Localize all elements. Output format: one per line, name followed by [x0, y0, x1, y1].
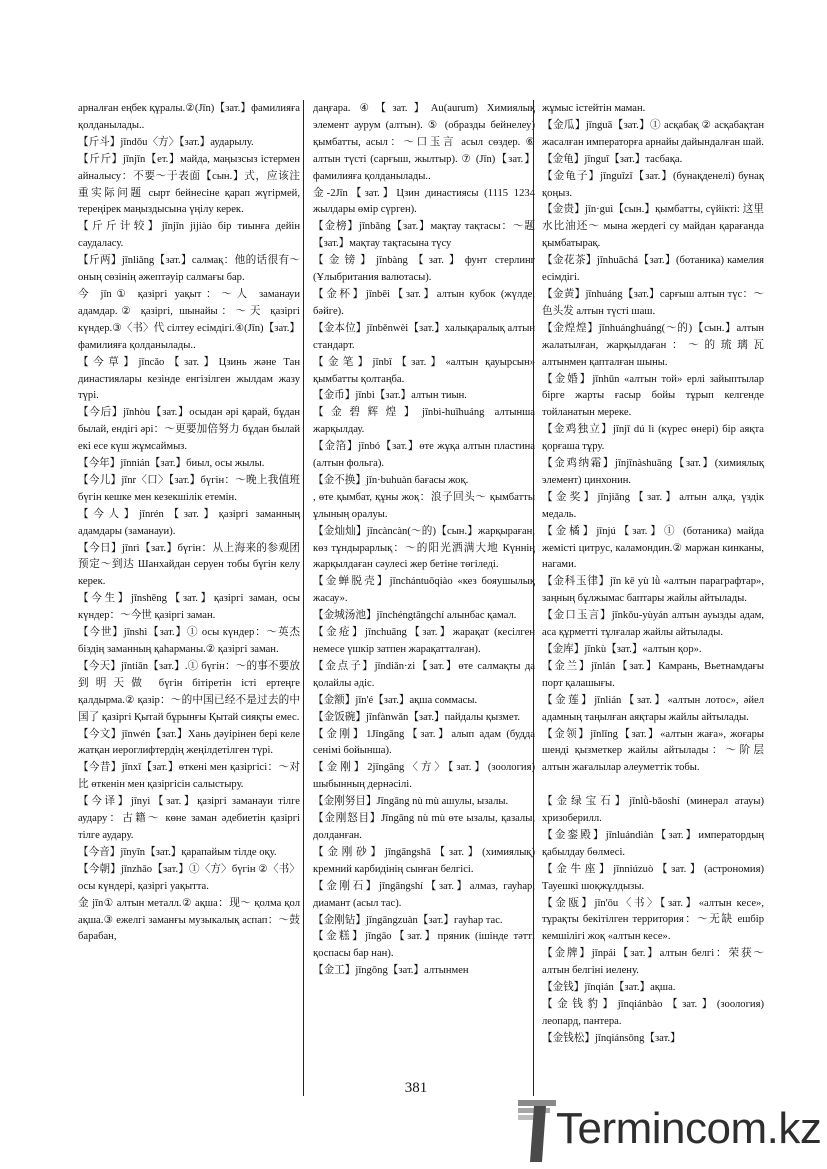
dictionary-entry: 【今音】jīnyīn【зат.】қарапайым тілде оқу.	[78, 846, 277, 858]
dictionary-entry: 【金刚怒目】Jīngāng nù mù өте ызалы, қазалы, долданған.	[313, 813, 535, 841]
dictionary-entry: 【金钱松】jīnqiánsōng【зат.】	[542, 1032, 681, 1044]
dictionary-entry: , өте қымбат, құны жоқ：浪子回头～ қымбатты ұлының оралуы.	[313, 491, 535, 520]
dictionary-entry: 【金点子】jīndiǎn·zi【зат.】өте салмақты да қолайлы әдіс.	[313, 660, 535, 689]
dictionary-entry: 【金碧辉煌】jīnbì-huīhuáng алтынша жарқылдау.	[313, 407, 535, 436]
dictionary-entry: 【斤两】jīnliǎng【зат.】салмақ：他的话很有～ оның сөзінің әжептәуір салмағы бар.	[78, 255, 300, 284]
dictionary-entry: 【金不换】jīn·buhuàn бағасы жоқ.	[313, 474, 469, 486]
dictionary-entry: 【今生】jīnshēng【зат.】қазіргі заман, осы күндер：～今世 қазіргі заман.	[78, 593, 300, 622]
dictionary-entry: 【金笔】jīnbǐ【зат.】«алтын қауырсын» қымбатты қолтаңба.	[313, 356, 535, 385]
dictionary-entry: 【今人】jīnrén【зат.】қазіргі заманның адамдары (заманауи).	[78, 508, 300, 537]
dictionary-entry: 【斤斤】jīnjīn【ет.】майда, маңызсыз істермен айналысу：不要～于表面【сын.】式，应该注重实际问题 сырт бейнесіне қарап жүгірмей, тереңірек маңыздысына үңілу керек.	[78, 153, 300, 216]
dictionary-column-1	[78, 101, 300, 946]
dictionary-entry: 【金库】jīnkù【зат.】«алтын қор».	[542, 644, 702, 655]
dictionary-entry: 【金本位】jīnběnwèi【зат.】халықаралық алтын стандарт.	[313, 322, 535, 351]
termincom-logo	[516, 1098, 822, 1168]
logo-text: Termincom.kz	[556, 1104, 822, 1153]
dictionary-entry: 【金额】jīn'é【зат.】ақша соммасы.	[313, 694, 478, 706]
dictionary-entry: 【金领】jīnlǐng【зат.】«алтын жаға», жоғары шенді қызметкер жайлы айтылады：～阶层 алтын жағалылар әлеуметтік тобы.	[542, 728, 764, 774]
dictionary-entry: 【金銮殿】jīnluándiàn【зат.】императордың қабылдау бөлмесі.	[542, 829, 764, 858]
dictionary-entry: 【今天】jīntiān【зат.】.① бүгін：～的事不要放到明天做 бүгін бітіретін істі ертеңге қалдырма.② қазір：～的中国已经不是过去的中国了 қазіргі Қытай бұрынғы Қытай сияқты емес.	[78, 660, 300, 723]
dictionary-entry: 【金莲】jīnlián【зат.】«алтын лотос», әйел адамның таңылған аяқтары жайлы айтылады.	[542, 694, 764, 723]
dictionary-entry: 【今草】jīncǎo【зат.】Цзинь және Тан династиялары кезінде енгізілген жылдам жазу түрі.	[78, 356, 300, 402]
dictionary-entry: 【今儿】jīnr〈口〉【зат.】бүгін：～晚上我值班 бүгін кешке мен кезекшілік етемін.	[78, 474, 300, 503]
dictionary-entry: 【金钱】jīnqián【зат.】ақша.	[542, 982, 676, 994]
dictionary-column-2	[313, 101, 535, 980]
dictionary-entry: 【今世】jīnshì【зат.】① осы күндер：～英杰 біздің заманның қаһарманы.② қазіргі заман.	[78, 627, 300, 655]
dictionary-entry: 【金刚砂】jīngāngshā【зат.】(химиялық) кремний карбидінің сынған белгісі.	[313, 846, 535, 875]
dictionary-entry: 【金口玉言】jīnkǒu-yùyán алтын ауызды адам, аса құрметті тұлғалар жайлы айтылады.	[542, 610, 764, 639]
dictionary-entry: 【金城汤池】jīnchéngtāngchí алынбас қамал.	[313, 610, 517, 622]
dictionary-entry: 【金牛座】jīnniúzuò【зат.】(астрономия) Тауешкі шоқжұлдызы.	[542, 863, 764, 892]
dictionary-entry: 【今年】jīnnián【зат.】биыл, осы жылы.	[78, 458, 265, 470]
dictionary-entry: 【金疮】jīnchuāng【зат.】жарақат (кесілген немесе үшкір затпен жарақатталған).	[313, 627, 535, 655]
dictionary-entry: 【金工】jīngōng【зат.】алтынмен	[313, 965, 469, 977]
dictionary-entry: 今 jīn① қазіргі уақыт：～人 заманауи адамдар.② қазіргі, шынайы：～天 қазіргі күндер.③〈书〉代 сілтеу есімдігі.④(Jīn)【зат.】фамилияға қолданылады..	[78, 288, 300, 351]
dictionary-entry: 【金榜】jīnbǎng【зат.】мақтау тақтасы：～题【зат.】мақтау тақтасына түсу	[313, 221, 535, 250]
dictionary-entry: 【金鸡纳霜】jīnjīnàshuāng【зат.】(химиялық элемент) цинхонин.	[542, 458, 764, 486]
dictionary-entry: 【金科玉律】jīn kē yù lǜ «алтын параграфтар», заңның бұлжымас баптары жайлы айтылады.	[542, 576, 764, 605]
column-divider	[303, 100, 304, 1096]
dictionary-entry: 【金刚】1Jīngāng【зат.】алып адам (будда сенімі бойынша).	[313, 728, 535, 757]
dictionary-entry: 【今后】jīnhòu【зат.】осыдан әрі қарай, бұдан былай, ендігі әрі：～更要加倍努力 бұдан былай екі есе күш жұмсаймыз.	[78, 407, 300, 453]
dictionary-entry: 【金兰】jīnlán【зат.】Камрань, Вьетнамдағы порт қалашығы.	[542, 660, 764, 689]
dictionary-entry: 【今昔】jīnxī【зат.】өткені мен қазіргісі：～对比 өткенін мен қазіргісін салыстыру.	[78, 762, 300, 791]
dictionary-entry: 【金绿宝石】jīnlǜ-bǎoshí (минерал атауы) хризоберилл.	[542, 796, 764, 825]
dictionary-entry: 【金刚努目】Jīngāng nù mù ашулы, ызалы.	[313, 796, 509, 808]
dictionary-entry: 【金刚石】jīngāngshí【зат.】алмаз, гауһар, диамант (асыл тас).	[313, 880, 535, 909]
dictionary-entry: 【金瓯】jīn'ōu〈书〉【зат.】«алтын кесе», тұрақты бекітілген территория：～无缺 ешбір кемшілігі жоқ «алтын кесе».	[542, 897, 764, 943]
dictionary-entry: 【金刚】2jīngāng〈方〉【зат.】(зоология) шыбынның дернәсілі.	[313, 762, 535, 791]
dictionary-entry: 【金杯】jīnbēi【зат.】алтын кубок (жүлде, бәйге).	[313, 288, 535, 317]
dictionary-entry: 【金灿灿】jīncàncàn(～的)【сын.】жарқыраған, көз тұндырарлық：～的阳光洒满大地 Күннің жарқылдаған сәулесі жер бетіне төгіледі.	[313, 525, 535, 571]
dictionary-entry: арналған еңбек құралы.②(Jīn)【зат.】фамилияға қолданылады..	[78, 103, 300, 131]
dictionary-entry: 【金刚钻】jīngāngzuàn【зат.】гауһар тас.	[313, 914, 503, 926]
dictionary-entry: 【金橘】jīnjú【зат.】① (ботаника) майда жемісті цитрус, каламондин.② маржан кинканы, нагами.	[542, 525, 764, 571]
page-number: 381	[404, 1080, 428, 1096]
dictionary-entry: 【金龟子】jīnguīzǐ【зат.】(бунақденелі) бунақ қоңыз.	[542, 170, 764, 199]
dictionary-entry: 【金箔】jīnbó【зат.】өте жұқа алтын пластина (алтын фольга).	[313, 441, 535, 470]
dictionary-entry: 【金蝉脱壳】jīnchántuōqiào «кез бояушылық жасау».	[313, 576, 535, 605]
dictionary-entry: 金 jīn① алтын металл.② ақша：现～ қолма қол ақша.③ ежелгі заманғы музыкалық аспап：～鼓 барабан,	[78, 897, 300, 943]
dictionary-entry: 【金币】jīnbì【зат.】алтын тиын.	[313, 390, 467, 402]
dictionary-entry: 【今朝】jīnzhāo【зат.】①〈方〉бүгін ②〈书〉осы күндері, қазіргі уақытта.	[78, 863, 300, 892]
dictionary-entry: 【金牌】jīnpái【зат.】алтын белгі：荣获～ алтын белгіні иелену.	[542, 948, 764, 977]
dictionary-entry: 【金花茶】jīnhuāchá【зат.】(ботаника) камелия есімдігі.	[542, 255, 764, 284]
dictionary-entry: 【金饭碗】jīnfànwǎn【зат.】пайдалы қызмет.	[313, 711, 521, 723]
dictionary-entry: 【金镑】jīnbàng【зат.】фунт стерлинг (Ұлыбритания валютасы).	[313, 255, 535, 284]
dictionary-entry: 【今译】jīnyì【зат.】қазіргі заманауи тілге аудару：古籍～ көне заман әдебиетін қазіргі тілге аудару.	[78, 796, 300, 841]
dictionary-entry: 【金奖】jīnjiǎng【зат.】алтын алқа, үздік медаль.	[542, 491, 764, 520]
dictionary-entry: 【今日】jīnrì【зат.】бүгін：从上海来的参观团预定～到达 Шанхайдан серуен тобы бүгін келу керек.	[78, 542, 300, 588]
dictionary-entry: 【金贵】jīn·guì【сын.】қымбатты, сүйікті: 这里水比油还～ мына жердегі су майдан қарағанда қымбатырақ.	[542, 204, 764, 250]
dictionary-entry: 【金龟】jīnguī【зат.】тасбақа.	[542, 153, 683, 165]
dictionary-entry: 【金瓜】jīnguā【зат.】① асқабақ ② асқабақтан жасалған императорға арнайы дайындалған шай.	[542, 119, 764, 148]
dictionary-entry: 【金鸡独立】jīnjī dú lì (күрес өнері) бір аяқта қорғаша тұру.	[542, 424, 764, 453]
column-divider	[533, 100, 534, 1096]
dictionary-entry: 【斤斤计较】jīnjīn jìjiào бір тиынға дейін саудаласу.	[78, 221, 300, 250]
dictionary-entry: 【金糕】jīngāo【зат.】пряник (ішінде тәтті қоспасы бар нан).	[313, 931, 535, 960]
dictionary-entry: жұмыс істейтін маман.	[542, 103, 646, 114]
dictionary-entry: 【金黄】jīnhuáng【зат.】сарғыш алтын түс：～色头发 алтын түсті шаш.	[542, 288, 764, 317]
dictionary-entry: 【金钱豹】jīnqiánbào【зат.】(зоология) леопард, пантера.	[542, 999, 764, 1027]
dictionary-entry: 【金婚】jīnhūn «алтын той» ерлі зайыптылар бірге жарты ғасыр бойы тұрып келгенде тойланатын мереке.	[542, 373, 764, 419]
dictionary-entry: 【斤斗】jīndǒu〈方〉【зат.】аударылу.	[78, 136, 254, 148]
dictionary-entry: 【金煌煌】jīnhuánghuáng(～的)【сын.】алтын жалатылған, жарқылдаған：～的琉璃瓦 алтынмен қапталған шыны.	[542, 322, 764, 368]
dictionary-entry: 【今文】jīnwén【зат.】Хань дәуірінен бері келе жатқан иероглифтердің жеңілдетілген түрі.	[78, 728, 300, 757]
dictionary-column-3	[542, 101, 764, 1048]
dictionary-entry: даңғара. ④【зат.】Au(aurum) Химиялық элемент аурум (алтын). ⑤ (образды бейнелеу) қымбатты, асыл：～口玉言 асыл сөздер. ⑥ алтын түсті (сарғыш, жылтыр). ⑦ (Jīn)【зат.】фамилияға қолданылады..	[313, 103, 535, 182]
dictionary-entry: 金-2Jīn【зат.】Цзин династиясы (1115 1234 жылдары өмір сүрген).	[313, 187, 535, 216]
